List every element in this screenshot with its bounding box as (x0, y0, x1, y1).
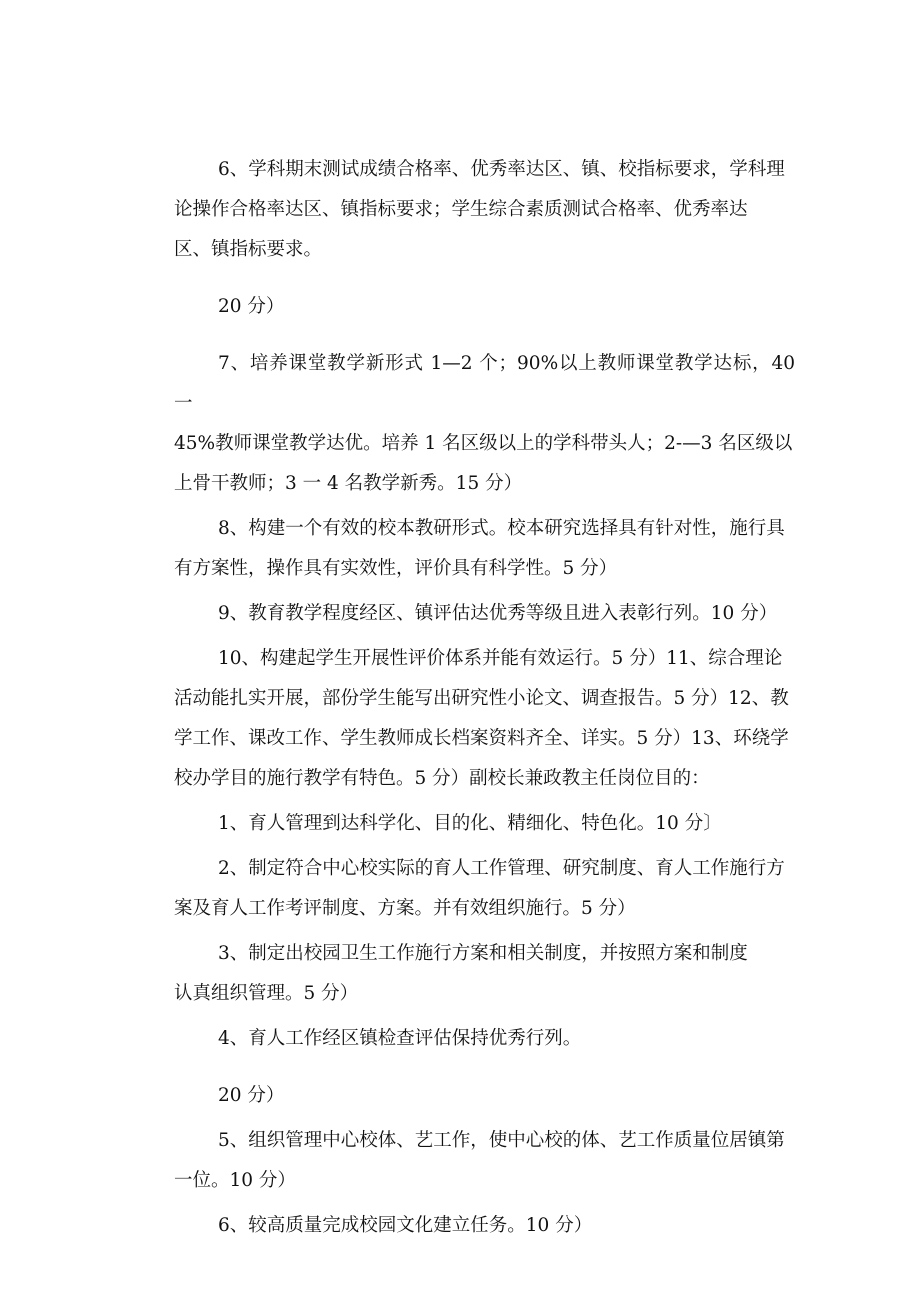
text-line: 10、构建起学生开展性评价体系并能有效运行。5 分）11、综合理论 (218, 648, 783, 669)
text-line: 区、镇指标要求。 (174, 239, 323, 260)
text-line: 活动能扎实开展，部份学生能写出研究性小论文、调查报告。5 分）12、教 (174, 688, 789, 709)
text-line: 一位。10 分） (174, 1170, 296, 1191)
paragraph-score-20 (130, 287, 795, 327)
text-line: 20 分） (218, 296, 285, 317)
text-line: 学工作、课改工作、学生教师成长档案资料齐全、详实。5 分）13、环绕学 (174, 728, 789, 749)
text-line: 8、构建一个有效的校本教研形式。校本研究选择具有针对性，施行具 (218, 518, 785, 539)
text-line: 有方案性，操作具有实效性，评价具有科学性。5 分） (174, 558, 618, 579)
text-line: 校办学目的施行教学有特色。5 分）副校长兼政教主任岗位目的： (174, 768, 710, 789)
text-line: 5、组织管理中心校体、艺工作，使中心校的体、艺工作质量位居镇第 (218, 1130, 785, 1151)
paragraph-item-10-13 (130, 639, 795, 799)
paragraph-goal-3 (130, 934, 795, 1014)
text-line: 6、学科期末测试成绩合格率、优秀率达区、镇、校指标要求，学科理 (218, 159, 785, 180)
text-line: 9、教育教学程度经区、镇评估达优秀等级且进入表彰行列。10 分） (218, 603, 778, 624)
paragraph-goal-6 (130, 1206, 795, 1246)
paragraph-goal-1 (130, 804, 795, 844)
text-line: 45%教师课堂教学达优。培养 1 名区级以上的学科带头人；2-—3 名区级以 (174, 433, 793, 454)
paragraph-goal-5 (130, 1121, 795, 1201)
text-line: 2、制定符合中心校实际的育人工作管理、研究制度、育人工作施行方 (218, 858, 785, 879)
paragraph-score-20-second (130, 1076, 795, 1116)
document-body (130, 150, 795, 1251)
text-line: 案及育人工作考评制度、方案。并有效组织施行。5 分） (174, 898, 636, 919)
paragraph-item-7-teaching (130, 344, 795, 504)
text-line: 3、制定出校园卫生工作施行方案和相关制度，并按照方案和制度 (218, 943, 748, 964)
text-line: 认真组织管理。5 分） (174, 983, 359, 1004)
text-line: 4、育人工作经区镇检查评估保持优秀行列。 (218, 1028, 582, 1049)
text-line: 1、育人管理到达科学化、目的化、精细化、特色化。10 分〕 (218, 813, 722, 834)
paragraph-item-8-research (130, 509, 795, 589)
text-line: 6、较高质量完成校园文化建立任务。10 分） (218, 1215, 593, 1236)
paragraph-goal-2 (130, 849, 795, 929)
text-line: 7、培养课堂教学新形式 1—2 个；90%以上教师课堂教学达标，40 一 (174, 353, 795, 414)
paragraph-goal-4 (130, 1019, 795, 1059)
text-line: 论操作合格率达区、镇指标要求；学生综合素质测试合格率、优秀率达 (174, 199, 748, 220)
paragraph-item-9-evaluation (130, 594, 795, 634)
text-line: 上骨干教师；3 一 4 名教学新秀。15 分） (174, 473, 523, 494)
text-line: 20 分） (218, 1085, 285, 1106)
paragraph-item-6-exam (130, 150, 795, 270)
